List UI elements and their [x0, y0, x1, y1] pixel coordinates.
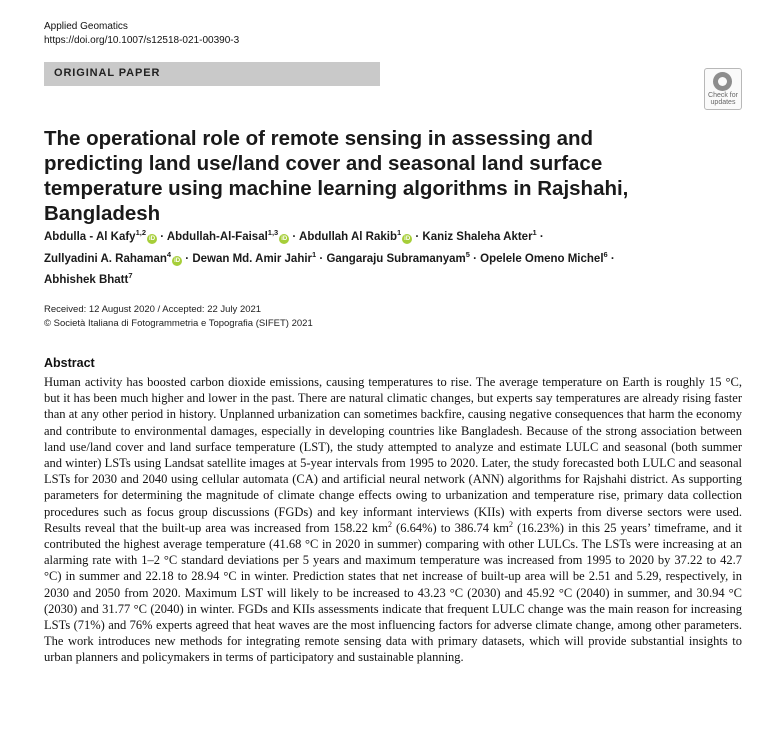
author[interactable]: Abdulla - Al Kafy$^{1,2}$ — [44, 228, 147, 243]
orcid-icon[interactable]: iD — [149, 235, 156, 242]
abstract-heading: Abstract — [44, 356, 95, 370]
author[interactable]: Dewan Md. Amir Jahir$^1$ — [192, 249, 317, 265]
author[interactable]: Kaniz Shaleha Akter$^1$ — [422, 228, 537, 243]
author[interactable]: Gangaraju Subramanyam$^5$ — [326, 249, 470, 265]
copyright-line: © Società Italiana di Fotogrammetria e Topografia (SIFET) 2021 — [44, 318, 313, 329]
orcid-icon[interactable]: iD — [281, 235, 288, 242]
abstract-body: Human activity has boosted carbon dioxide emissions, causing temperatures to rise. The average temperature on Earth is roughly 15 °C, but it has been much higher and lower in the past. There are natural climatic changes, but experts say temperatures are already rising faster than at any other period in history. Unplanned urbanization can sometimes backfire, causing negative consequences that harm the economy and contribute to environmental damages, especially in developing countries like Bangladesh. Because of the strong association between land use/land cover and land surface temperature (LST), the study attempted to analyze and estimate LULC and seasonal (both summer and winter) LSTs using Landsat satellite images at 5-year intervals from 1995 to 2020. Later, the study forecasted both LULC and seasonal LSTs for 2030 and 2040 using cellular automata (CA) and artificial neural network (ANN) algorithms for Rajshahi district. As supporting parameters for determining the magnitude of climate change effects owing to urbanization and temperature rise, primary data collection procedures such as focus group discussions (FGDs) and key informant interviews (KIIs) with experts from diverse sectors were used. Results reveal that the built-up area was increased from 158.22 $km^2$ (6.64%) to 386.74 $km^2$ (16.23%) in this 25 years’ timeframe, and it contributed the highest average temperature (41.68 °C in 2020 in summer) comparing with other LULCs. The LSTs were increasing at an alarming rate with 1–2 °C standard deviations per 5 years and maximum temperature was increased from 1995 to 2020 by 37.22 to 42.7 °C) in summer and 22.18 to 28.94 °C in winter. Prediction states that net increase of built-up area will be 2.51 and 5.29, respectively, in 2030 and 2050 from 2020. Maximum LST will likely to be increased to 43.23 °C (2030) and 45.92 °C (2040) in summer, and 30.94 °C (2030) and 31.77 °C (2040) in winter. FGDs and KIIs assessments indicate that frequent LULC change was the main reason for increasing LSTs (71%) and 76% experts agreed that heat waves are the most influencing factors for adverse climate change, among other parameters. The work introduces new methods for integrating remote sensing data with primary datasets, which will provide substantial insights to urban planners and policymakers in terms of participatory and sustainable planning. — [44, 375, 742, 665]
author[interactable]: Abdullah-Al-Faisal$^{1,3}$ — [166, 228, 279, 243]
orcid-icon[interactable]: iD — [174, 257, 181, 264]
publication-dates — [44, 303, 313, 331]
article-type-band — [44, 62, 380, 86]
journal-header — [44, 20, 239, 48]
author-list: Abdulla - Al Kafy$^{1,2}$iD · Abdullah-Al-Faisal$^{1,3}$iD · Abdullah Al Rakib$^1$iD · Kaniz Shaleha Akter$^1$ · Zullyadini A. Rahaman$^4$iD · Dewan Md. Amir Jahir$^1$ · Gangaraju Subramanyam$^5$ · Opelele Omeno Michel$^6$ · Abhishek Bhatt$^7$ — [44, 228, 615, 287]
author[interactable]: Abhishek Bhatt$^7$ — [44, 271, 133, 287]
author[interactable]: Zullyadini A. Rahaman$^4$ — [44, 249, 172, 265]
received-accepted: Received: 12 August 2020 / Accepted: 22 July 2021 — [44, 304, 262, 315]
journal-name: Applied Geomatics — [44, 21, 128, 32]
check-for-updates-text: Check for updates — [708, 92, 738, 106]
check-for-updates-icon — [713, 72, 732, 91]
author[interactable]: Abdullah Al Rakib$^1$ — [299, 228, 402, 243]
article-type-label: ORIGINAL PAPER — [54, 67, 161, 79]
doi-link[interactable]: https://doi.org/10.1007/s12518-021-00390-3 — [44, 35, 240, 46]
check-for-updates-badge[interactable] — [704, 68, 742, 110]
paper-title: The operational role of remote sensing in assessing and predicting land use/land cover and seasonal land surface temperature using machine learning algorithms in Rajshahi, Bangladesh — [44, 127, 629, 225]
author[interactable]: Opelele Omeno Michel$^6$ — [480, 249, 608, 265]
orcid-icon[interactable]: iD — [404, 235, 411, 242]
